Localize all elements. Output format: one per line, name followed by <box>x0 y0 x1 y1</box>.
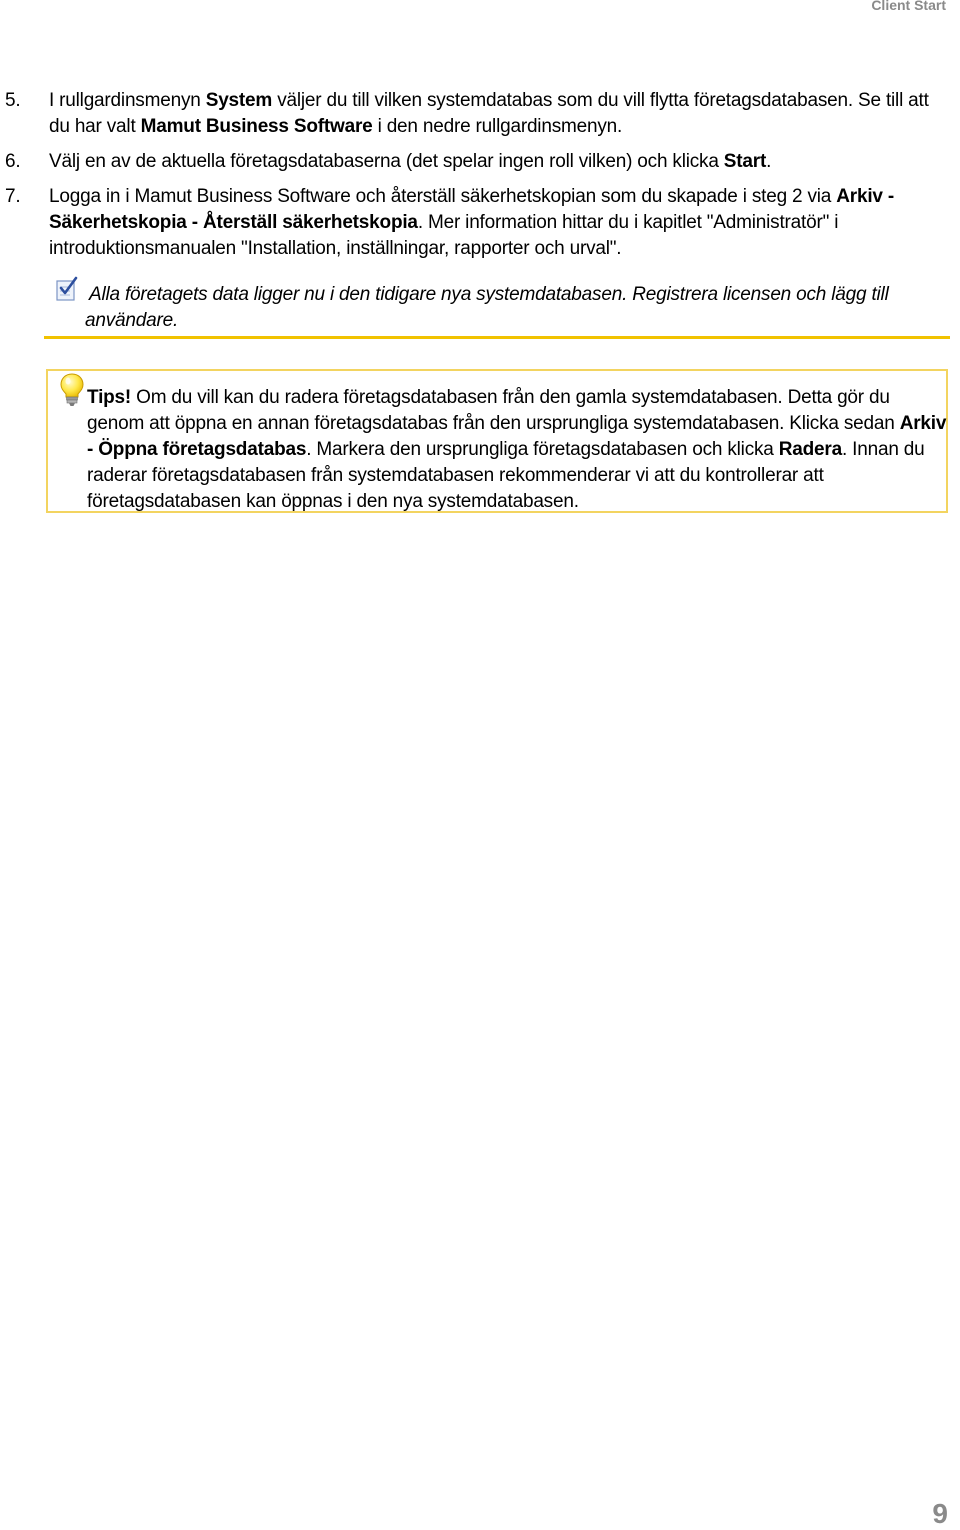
page-number: 9 <box>932 1498 948 1529</box>
tip-box <box>46 369 948 513</box>
tip-text: Tips! Om du vill kan du radera företagsdatabasen från den gamla systemdatabasen. Detta gör du genom att öppna en annan företagsdatabas från den ursprungliga systemdatabasen. Klicka sedan Arkiv - Öppna företagsdatabas. Markera den ursprungliga företagsdatabasen och klicka Radera. Innan du raderar företagsdatabasen från systemdatabasen rekommenderar vi att du kontrollerar att företagsdatabasen kan öppnas i den nya systemdatabasen. <box>87 387 947 512</box>
note-block <box>44 276 950 338</box>
step-number: 6. <box>5 151 21 172</box>
note-line: användare. <box>85 310 179 331</box>
step-number: 5. <box>5 90 21 111</box>
step-list <box>0 88 935 262</box>
checklist-icon <box>54 276 80 302</box>
step-number: 7. <box>5 186 21 207</box>
step-item <box>0 184 935 262</box>
note-divider <box>44 336 950 339</box>
note-line: Alla företagets data ligger nu i den tidigare nya systemdatabasen. Registrera licensen och lägg till <box>89 284 889 305</box>
page-header-title: Client Start <box>871 0 946 13</box>
step-text: Logga in i Mamut Business Software och återställ säkerhetskopian som du skapade i steg 2 via Arkiv - Säkerhetskopia - Återställ säkerhetskopia. Mer information hittar du i kapitlet "Administratör" i introduktionsmanualen "Installation, inställningar, rapporter och urval". <box>49 186 894 259</box>
step-item <box>0 88 935 140</box>
step-item <box>0 149 935 175</box>
note-text <box>85 282 905 334</box>
step-text: Välj en av de aktuella företagsdatabaserna (det spelar ingen roll vilken) och klicka Start. <box>49 151 772 172</box>
step-text: I rullgardinsmenyn System väljer du till vilken systemdatabas som du vill flytta företagsdatabasen. Se till att du har valt Mamut Business Software i den nedre rullgardinsmenyn. <box>49 90 929 137</box>
lightbulb-icon <box>59 373 85 407</box>
